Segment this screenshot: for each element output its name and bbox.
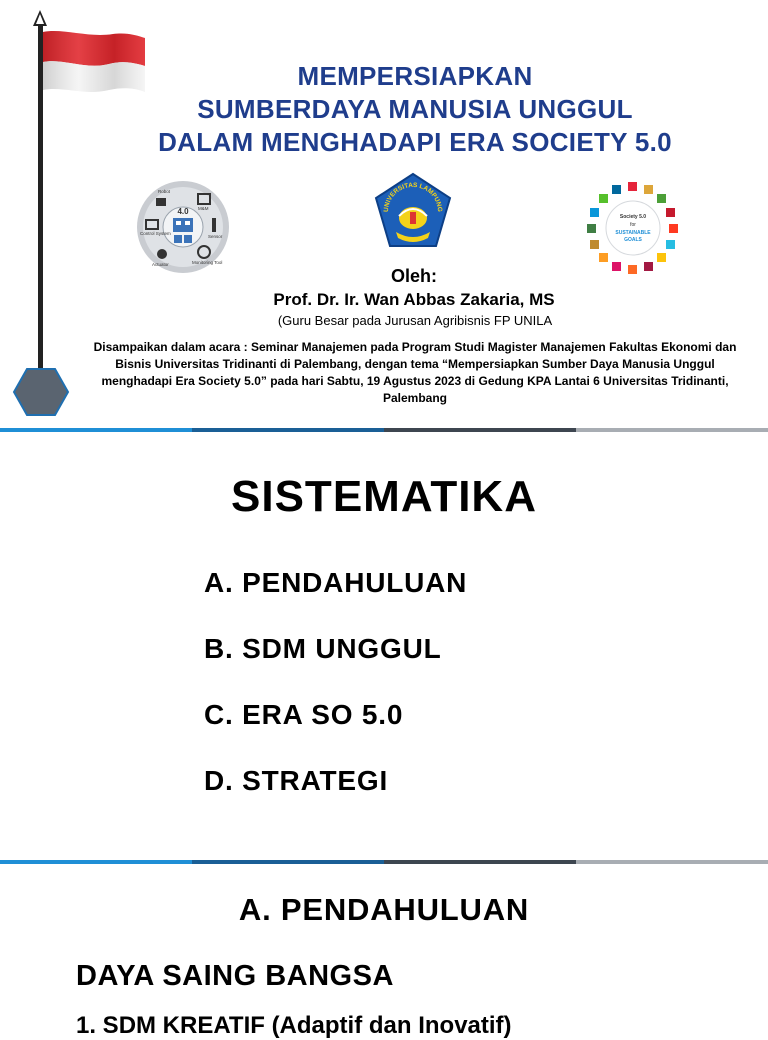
sdg-center-label: SUSTAINABLE: [615, 230, 651, 236]
sdg-center-label: GOALS: [624, 237, 642, 243]
list-item: C. ERA SO 5.0: [204, 699, 404, 730]
industry-label: Monitoring Tool: [192, 260, 223, 265]
industry-label: M&M: [198, 206, 209, 211]
list-item: A. PENDAHULUAN: [204, 567, 468, 598]
event-description: [92, 339, 738, 407]
flagpole-base-icon: [13, 368, 69, 416]
industry-label: Control System: [140, 231, 171, 236]
slide-divider: [0, 428, 768, 432]
title-line: SUMBERDAYA MANUSIA UNGGUL: [197, 94, 633, 124]
author-name: Prof. Dr. Ir. Wan Abbas Zakaria, MS: [273, 290, 555, 309]
title-slide: [0, 0, 768, 430]
industry-4-0-logo: [136, 180, 230, 274]
sdg-center-label: Society 5.0: [619, 214, 647, 220]
industry-center-label: 4.0: [177, 207, 189, 216]
presentation-title: [90, 60, 740, 159]
pendahuluan-slide: [0, 864, 768, 1039]
universitas-lampung-logo: [372, 172, 454, 250]
industry-label: Robot: [158, 189, 171, 194]
title-line: DALAM MENGHADAPI ERA SOCIETY 5.0: [158, 127, 672, 157]
daya-saing-heading: DAYA SAING BANGSA: [76, 960, 394, 992]
oleh-label: Oleh:: [390, 266, 437, 286]
event-line: Disampaikan dalam acara : Seminar Manajemen pada Program Studi Magister Manajemen Fakultas Ekonomi dan: [93, 340, 737, 354]
list-item: D. STRATEGI: [204, 765, 389, 796]
sistematika-list: [204, 566, 467, 830]
first-point: 1. SDM KREATIF (Adaptif dan Inovatif): [76, 1012, 512, 1039]
pendahuluan-title: A. PENDAHULUAN: [238, 892, 530, 927]
list-item: B. SDM UNGGUL: [204, 633, 442, 664]
author-role: (Guru Besar pada Jurusan Agribisnis FP UNILA: [277, 313, 553, 328]
event-line: menghadapi Era Society 5.0” pada hari Sabtu, 19 Agustus 2023 di Gedung KPA Lantai 6 Universitas Tridinanti,: [101, 374, 729, 388]
sdg-center-label: for: [630, 222, 636, 228]
society-5-sdg-logo: [585, 180, 681, 276]
industry-label: Sensor: [208, 234, 223, 239]
event-line: Bisnis Universitas Tridinanti di Palembang, dengan tema “Mempersiapkan Sumber Daya Manusia Unggul: [115, 357, 715, 371]
event-line: Palembang: [382, 391, 448, 405]
sistematika-title: SISTEMATIKA: [231, 472, 537, 521]
industry-label: Actuator: [152, 262, 169, 267]
sistematika-slide: [0, 434, 768, 860]
unila-logo-text: UNIVERSITAS LAMPUNG: [382, 181, 444, 213]
title-line: MEMPERSIAPKAN: [297, 61, 533, 91]
